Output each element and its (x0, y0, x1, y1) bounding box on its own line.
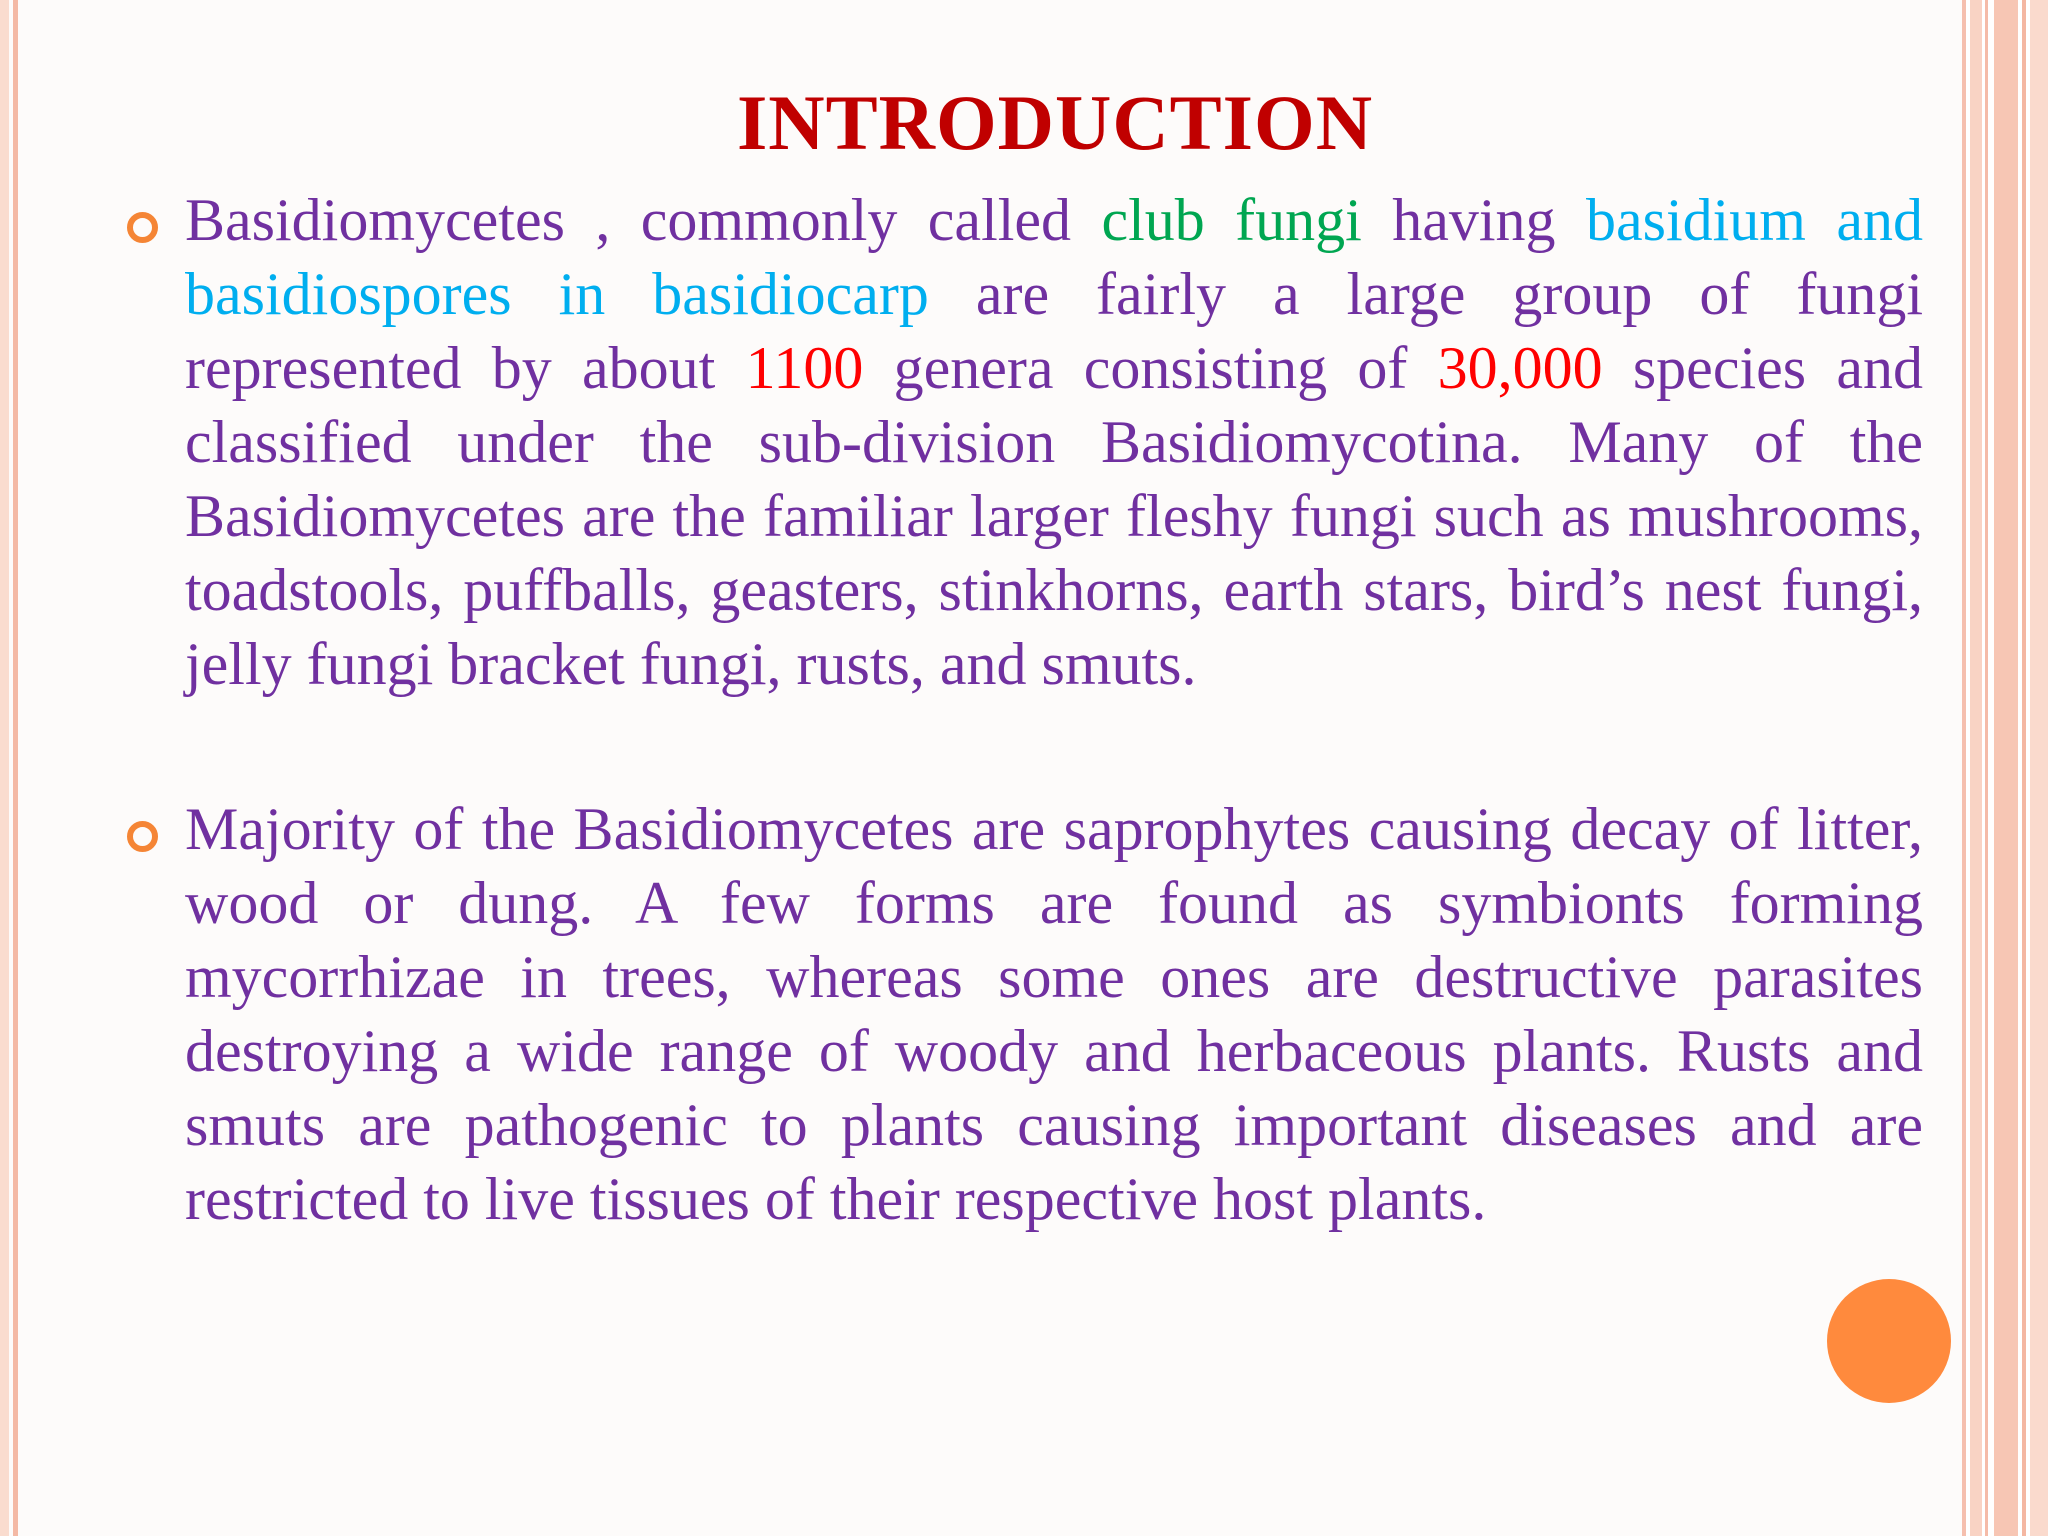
club-fungi-highlight: club fungi (1101, 187, 1362, 253)
right-border-stripe (1962, 0, 1966, 1536)
basidium-highlight: basidium and basidiospores in basidiocarp (185, 187, 1924, 327)
ring-bullet-icon (127, 212, 158, 243)
bullet-paragraph-2: Majority of the Basidiomycetes are saprophytes causing decay of litter, wood or dung. A few forms are found as symbionts forming mycorrhizae in trees, whereas some ones are destructive parasites destroying a wide range of woody and herbaceous plants. Rusts and smuts are pathogenic to plants causing important diseases and are restricted to live tissues of their respective host plants. (185, 796, 1923, 1232)
right-border-stripe (2030, 0, 2048, 1536)
right-border-stripe (1994, 0, 2018, 1536)
bullet1-text: having (1361, 187, 1586, 253)
right-border-stripe (2022, 0, 2026, 1536)
bullet1-text: Basidiomycetes , commonly called (185, 187, 1102, 253)
bullet1-text: are fairly a large group of fungi represented by about (185, 261, 1923, 401)
species-count-highlight: 30,000 (1437, 335, 1603, 401)
left-border-stripe (0, 0, 9, 1536)
bullet-paragraph-1 (185, 183, 1923, 701)
orange-circle-icon (1827, 1279, 1951, 1403)
genera-count-highlight: 1100 (745, 335, 864, 401)
bullet1-text: species and classified under the sub-division Basidiomycotina. Many of the Basidiomycetes are the familiar larger fleshy fungi such as mushrooms, toadstools, puffballs, geasters, stinkhorns, earth stars, bird’s nest fungi, jelly fungi bracket fungi, rusts, and smuts. (185, 335, 1923, 697)
right-border-stripe (1970, 0, 1982, 1536)
ring-bullet-icon (127, 821, 158, 852)
left-border-stripe (13, 0, 18, 1536)
bullet1-text: genera consisting of (863, 335, 1438, 401)
slide-title: INTRODUCTION (736, 79, 1374, 166)
right-border-stripe (1985, 0, 1988, 1536)
